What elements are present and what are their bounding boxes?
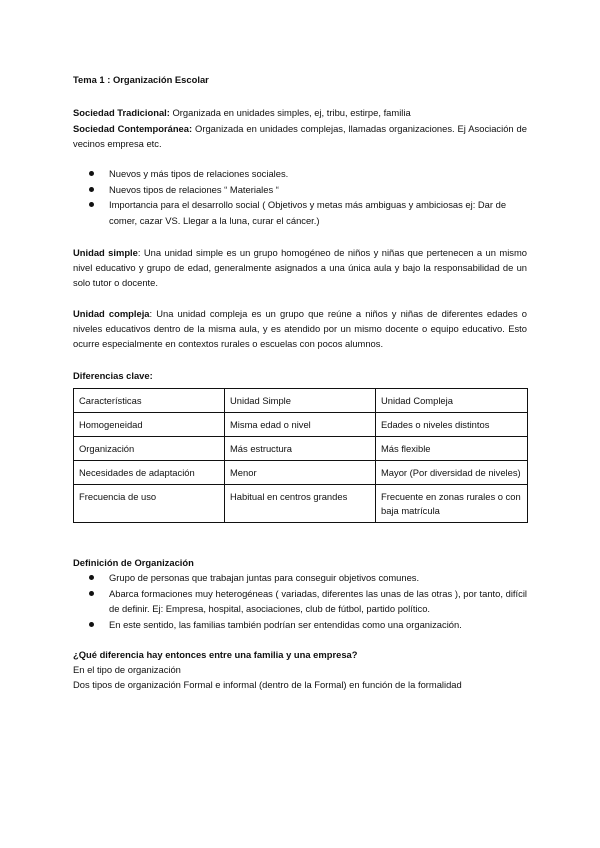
table-cell: Más flexible	[376, 437, 528, 461]
answer-line-2: Dos tipos de organización Formal e informal (dentro de la Formal) en función de la formalidad	[73, 679, 462, 690]
table-cell: Más estructura	[225, 437, 376, 461]
sociedad-tradicional-label: Sociedad Tradicional:	[73, 107, 170, 118]
table-cell: Habitual en centros grandes	[225, 485, 376, 523]
unidad-compleja-text: : Una unidad compleja es un grupo que reúne a niños y niñas de diferentes edades o niveles educativos dentro de la misma aula, y es atendido por un mismo docente o equipo educativo. Esto ocurre especialmente en contextos rurales o escuelas con pocos alumnos.	[73, 308, 528, 349]
table-row	[74, 485, 528, 523]
table-header-row	[74, 389, 528, 413]
table-cell: Frecuente en zonas rurales o con baja matrícula	[376, 485, 528, 523]
table-row	[74, 461, 528, 485]
sociedad-contemporanea	[73, 121, 527, 151]
unidad-simple-label: Unidad simple	[73, 247, 138, 258]
diferencias-heading: Diferencias clave:	[73, 370, 153, 381]
sociedad-tradicional	[73, 105, 527, 120]
table-cell: Necesidades de adaptación	[74, 461, 225, 485]
list-item: Abarca formaciones muy heterogéneas ( variadas, diferentes las unas de las otras ), por tanto, difícil de definir. Ej: Empresa, hospital, asociaciones, club de fútbol, partido político.	[73, 586, 527, 617]
doc-title: Tema 1 : Organización Escolar	[73, 74, 209, 85]
definicion-bullet-list	[73, 570, 527, 632]
unidad-simple-text: : Una unidad simple es un grupo homogéneo de niños y niñas que pertenecen a un mismo nivel educativo y grupo de edad, generalmente asignados a una única aula y bajo la responsabilidad de un solo tutor o docente.	[73, 247, 527, 288]
list-item: Nuevos tipos de relaciones “ Materiales “	[73, 182, 527, 198]
unidad-compleja-paragraph	[73, 306, 527, 351]
list-item: Importancia para el desarrollo social ( Objetivos y metas más ambiguas y ambiciosas ej: Dar de comer, cazar VS. Llegar a la luna, curar el cáncer.)	[73, 197, 527, 228]
table-header-cell: Unidad Simple	[225, 389, 376, 413]
list-item: En este sentido, las familias también podrían ser entendidas como una organización.	[73, 617, 527, 633]
table-header-cell: Características	[74, 389, 225, 413]
comparison-table	[73, 388, 528, 523]
unidad-compleja-label: Unidad compleja	[73, 308, 150, 319]
table-header-cell: Unidad Compleja	[376, 389, 528, 413]
sociedad-contemporanea-label: Sociedad Contemporánea:	[73, 123, 193, 134]
question-heading: ¿Qué diferencia hay entonces entre una familia y una empresa?	[73, 649, 358, 660]
unidad-simple-paragraph	[73, 245, 527, 290]
list-item: Nuevos y más tipos de relaciones sociales.	[73, 166, 527, 182]
sociedad-tradicional-text: Organizada en unidades simples, ej, tribu, estirpe, familia	[169, 107, 411, 118]
definicion-heading: Definición de Organización	[73, 557, 194, 568]
answer-line-1: En el tipo de organización	[73, 664, 181, 675]
table-cell: Mayor (Por diversidad de niveles)	[376, 461, 528, 485]
sociedad-bullet-list	[73, 166, 527, 228]
table-cell: Organización	[74, 437, 225, 461]
table-cell: Menor	[225, 461, 376, 485]
sociedad-contemporanea-text: Organizada en unidades complejas, llamadas organizaciones. Ej Asociación de vecinos empresa etc.	[73, 123, 527, 149]
table-cell: Misma edad o nivel	[225, 413, 376, 437]
table-row	[74, 437, 528, 461]
table-row	[74, 413, 528, 437]
table-cell: Edades o niveles distintos	[376, 413, 528, 437]
list-item: Grupo de personas que trabajan juntas para conseguir objetivos comunes.	[73, 570, 527, 586]
table-cell: Frecuencia de uso	[74, 485, 225, 523]
table-cell: Homogeneidad	[74, 413, 225, 437]
